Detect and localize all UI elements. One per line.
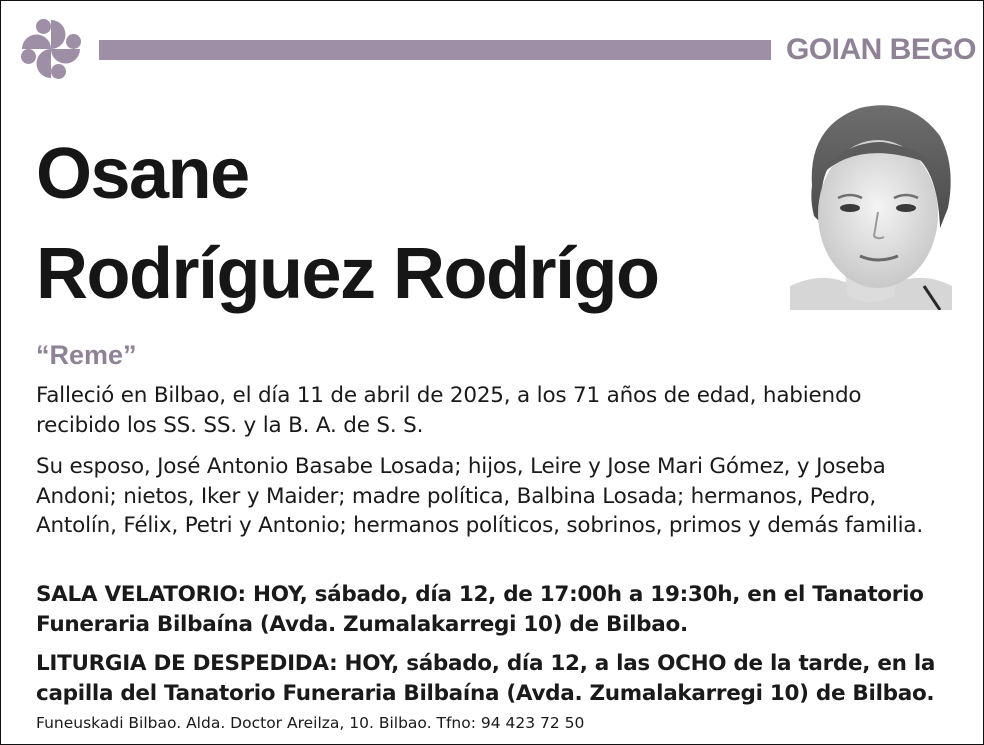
lauburu-icon bbox=[14, 12, 88, 86]
wake-announcement: SALA VELATORIO: HOY, sábado, día 12, de 17:00h a 19:30h, en el Tanatorio Funeraria Bilbaína (Avda. Zumalakarregi 10) de Bilbao. bbox=[36, 582, 924, 637]
death-notice-text: Falleció en Bilbao, el día 11 de abril de 2025, a los 71 años de edad, habiendo recibido los SS. SS. y la B. A. de S. S. bbox=[36, 383, 862, 438]
deceased-surnames: Rodríguez Rodrígo bbox=[36, 234, 659, 314]
header-title: GOIAN BEGO bbox=[786, 33, 977, 66]
deceased-first-name: Osane bbox=[36, 134, 249, 214]
deceased-nickname: “Reme” bbox=[36, 340, 137, 370]
portrait-photo bbox=[790, 96, 952, 310]
header-bar bbox=[99, 40, 771, 60]
family-text: Su esposo, José Antonio Basabe Losada; hijos, Leire y Jose Mari Gómez, y Joseba Andoni; nietos, Iker y Maider; madre política, Balbina Losada; hermanos, Pedro, Antolín, Félix, Petri y Antonio; hermanos políticos, sobrinos, primos y demás familia. bbox=[36, 454, 924, 538]
service-announcement: LITURGIA DE DESPEDIDA: HOY, sábado, día 12, a las OCHO de la tarde, en la capilla del Tanatorio Funeraria Bilbaína (Avda. Zumalakarregi 10) de Bilbao. bbox=[36, 651, 936, 706]
funeral-home-footer: Funeuskadi Bilbao. Alda. Doctor Areilza, 10. Bilbao. Tfno: 94 423 72 50 bbox=[36, 714, 585, 732]
